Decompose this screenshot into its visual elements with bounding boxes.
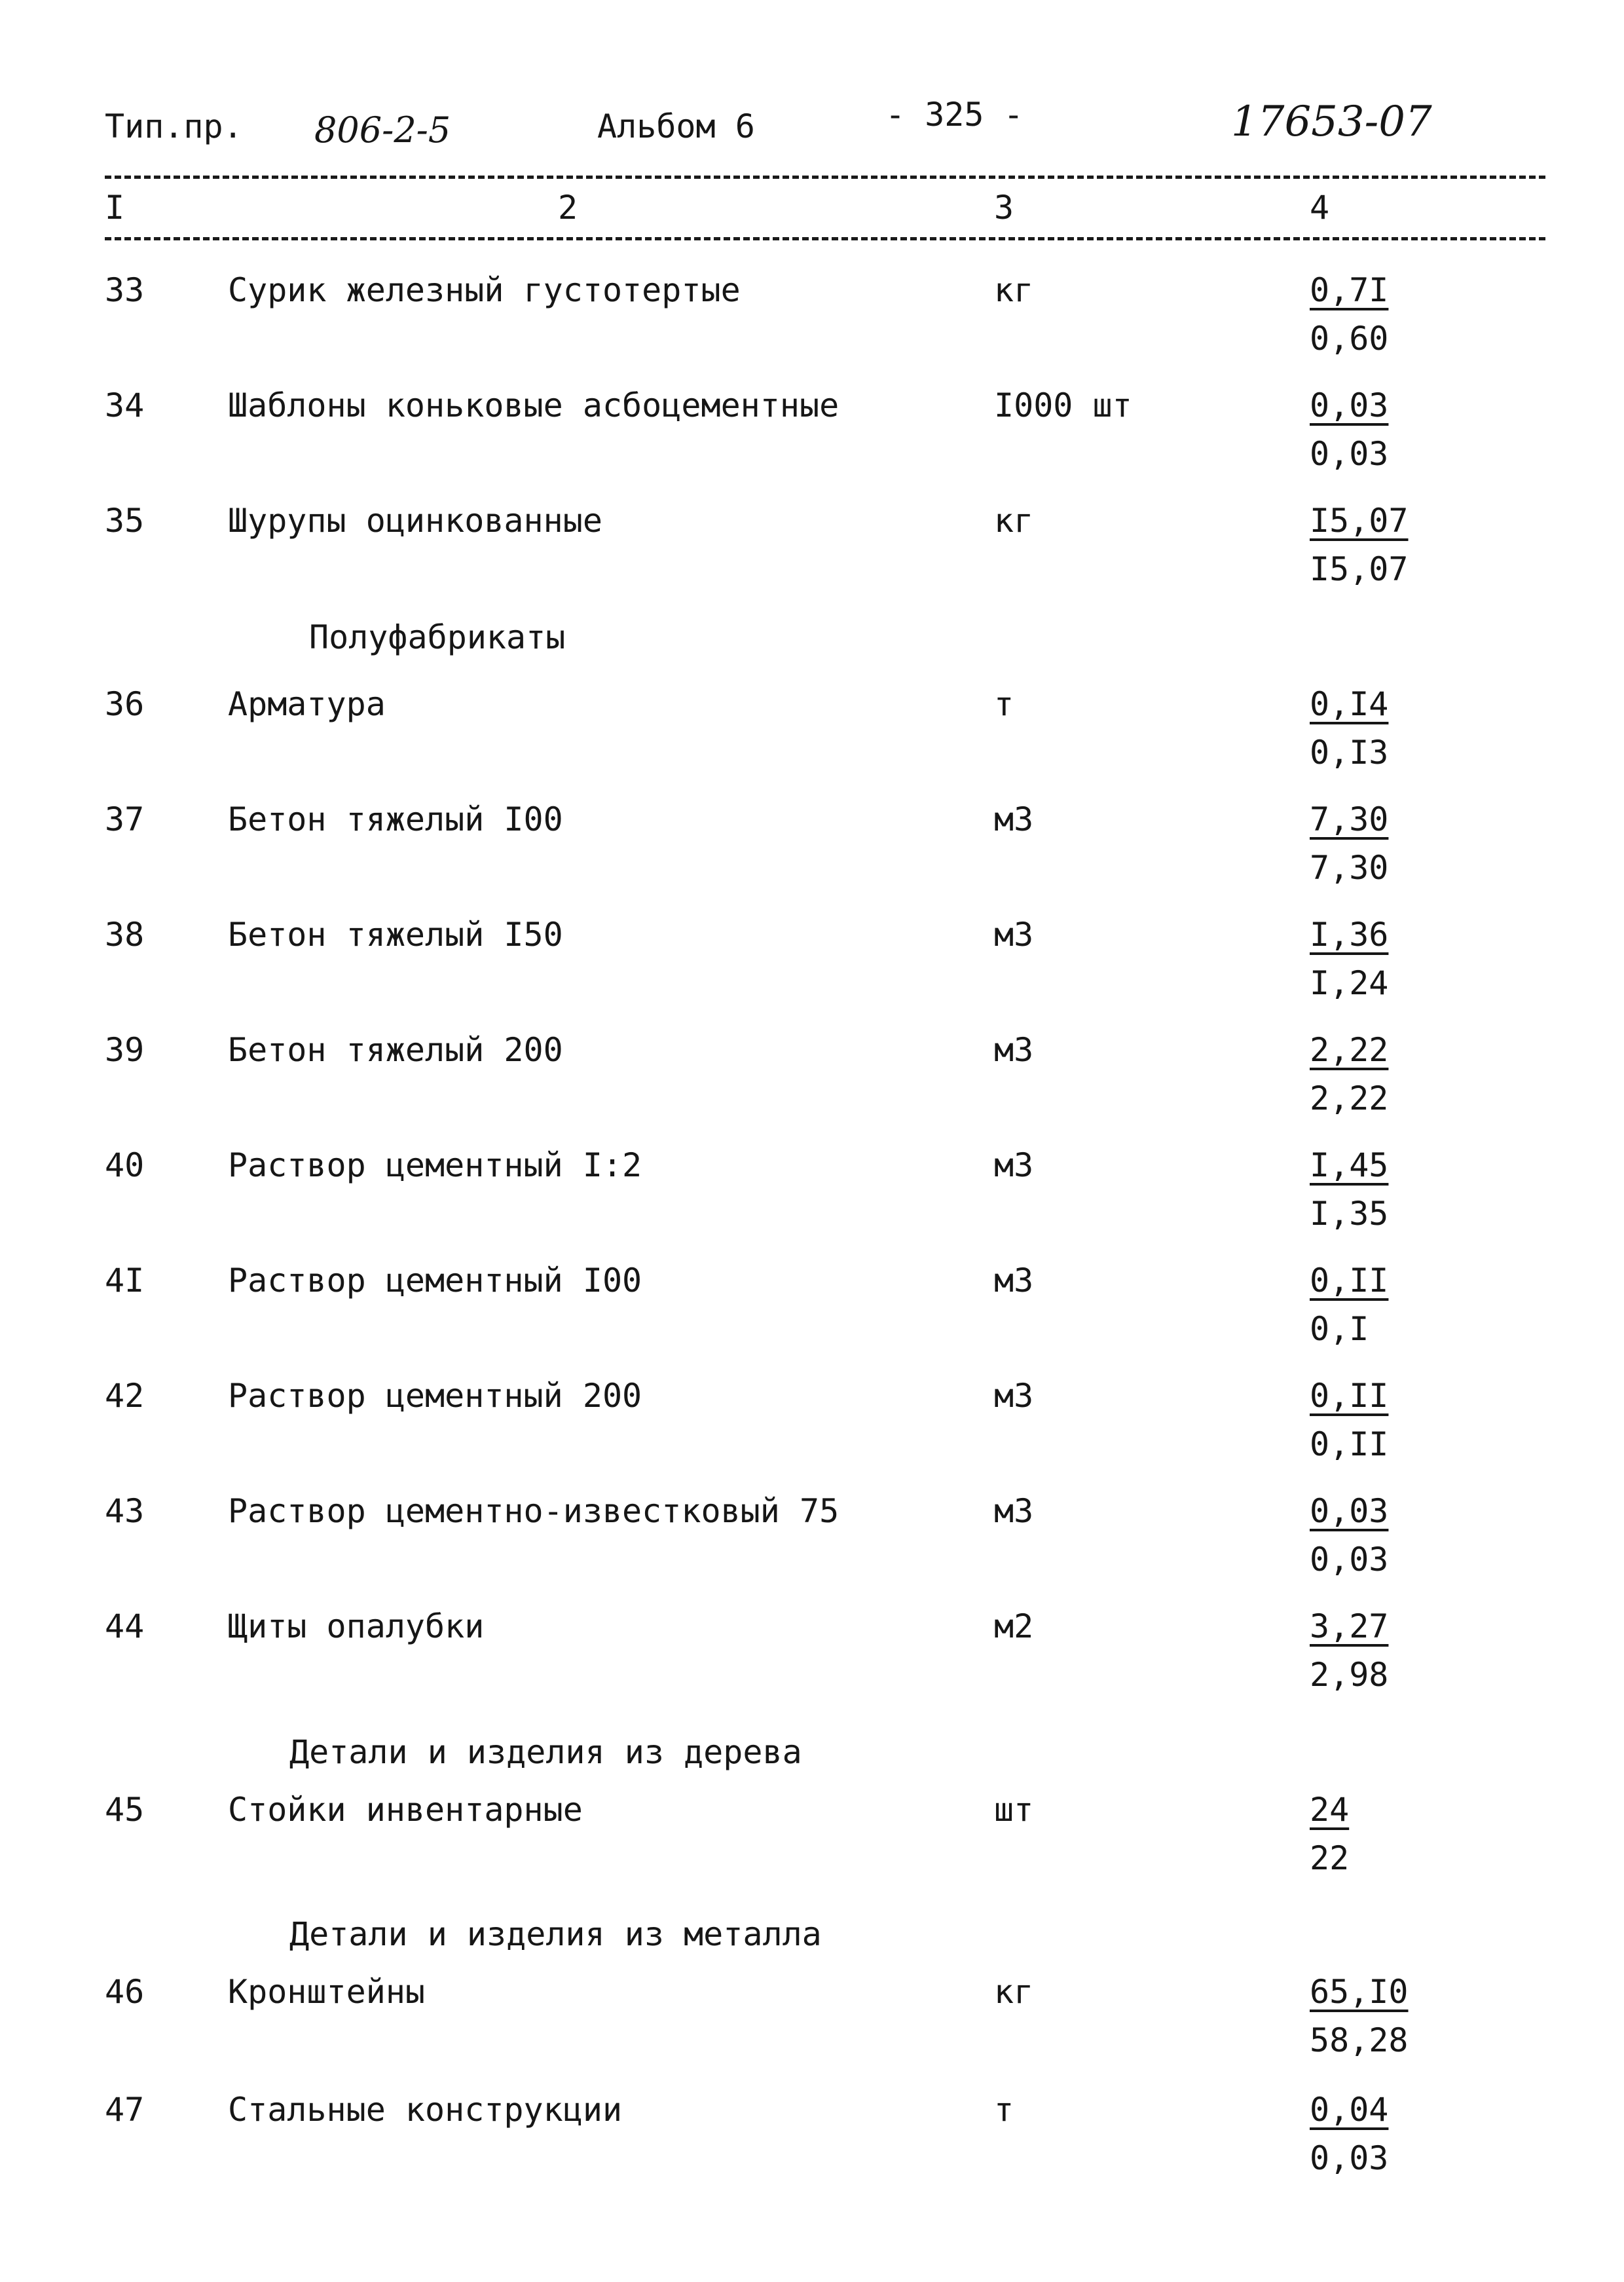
album-label: Альбом 6: [597, 107, 755, 145]
table-row: [0, 1146, 1624, 1247]
row-value-top: I,36: [1310, 916, 1389, 954]
section-heading: Полуфабрикаты: [309, 618, 566, 656]
row-name: Раствор цементный 200: [228, 1377, 642, 1415]
table-row: [0, 1793, 1624, 1892]
column-header-3: 3: [994, 189, 1014, 227]
row-value-top: 65,I0: [1310, 1973, 1409, 2011]
row-number: 47: [105, 2091, 145, 2129]
row-number: 37: [105, 800, 145, 838]
row-value-top: I,45: [1310, 1146, 1389, 1184]
row-value-top: 0,04: [1310, 2091, 1389, 2129]
column-header-2: 2: [558, 189, 578, 227]
row-number: 39: [105, 1031, 145, 1069]
row-value-bottom: 0,I: [1310, 1310, 1369, 1348]
row-unit: м3: [994, 1031, 1034, 1069]
header-label: Тип.пр.: [105, 107, 243, 145]
row-name: Шаблоны коньковые асбоцементные: [228, 386, 840, 424]
row-number: 36: [105, 685, 145, 723]
row-value-bottom: 0,03: [1310, 2139, 1389, 2177]
row-value-top: 0,03: [1310, 386, 1389, 424]
row-unit: кг: [994, 1973, 1034, 2011]
row-name: Раствор цементный I00: [228, 1262, 642, 1300]
row-unit: м3: [994, 1262, 1034, 1300]
row-name: Раствор цементный I:2: [228, 1146, 642, 1184]
table-row: [0, 504, 1624, 603]
row-number: 4I: [105, 1262, 145, 1300]
table-row: [0, 2093, 1624, 2192]
row-value-bottom: 0,I3: [1310, 734, 1389, 772]
row-value-top: 0,I4: [1310, 685, 1389, 723]
table-row: [0, 1975, 1624, 2074]
row-value-top: 7,30: [1310, 800, 1389, 838]
row-unit: м3: [994, 1492, 1034, 1530]
row-value-top: 0,7I: [1310, 271, 1389, 309]
row-name: Кронштейны: [228, 1973, 426, 2011]
section-heading: Детали и изделия из дерева: [289, 1733, 802, 1771]
row-unit: т: [994, 685, 1014, 723]
table-row: [0, 386, 1624, 487]
row-value-bottom: 2,98: [1310, 1656, 1389, 1694]
project-number: 806-2-5: [314, 109, 451, 151]
row-name: Шурупы оцинкованные: [228, 502, 602, 540]
row-number: 43: [105, 1492, 145, 1530]
row-name: Сурик железный густотертые: [228, 271, 741, 309]
row-unit: м3: [994, 916, 1034, 954]
row-value-bottom: 58,28: [1310, 2021, 1409, 2059]
row-unit: I000 шт: [994, 386, 1132, 424]
table-row: [0, 1607, 1624, 1708]
table-row: [0, 1492, 1624, 1593]
row-value-bottom: 22: [1310, 1839, 1350, 1877]
row-unit: т: [994, 2091, 1014, 2129]
row-value-top: 0,II: [1310, 1377, 1389, 1415]
section-heading: Детали и изделия из металла: [289, 1915, 822, 1953]
table-row: [0, 1379, 1624, 1478]
row-unit: м2: [994, 1607, 1034, 1645]
page-number: - 325 -: [885, 96, 1024, 134]
row-number: 33: [105, 271, 145, 309]
row-value-top: 0,II: [1310, 1262, 1389, 1300]
document-number: 17653-07: [1231, 98, 1432, 146]
row-number: 40: [105, 1146, 145, 1184]
row-value-bottom: I,24: [1310, 964, 1389, 1002]
row-name: Раствор цементно-известковый 75: [228, 1492, 840, 1530]
row-name: Стойки инвентарные: [228, 1791, 583, 1829]
row-value-bottom: 0,03: [1310, 435, 1389, 473]
table-row: [0, 1264, 1624, 1362]
table-row: [0, 1031, 1624, 1132]
row-name: Бетон тяжелый 200: [228, 1031, 563, 1069]
row-number: 34: [105, 386, 145, 424]
row-unit: м3: [994, 1146, 1034, 1184]
row-number: 35: [105, 502, 145, 540]
table-row: [0, 918, 1624, 1017]
row-unit: м3: [994, 800, 1034, 838]
table-row: [0, 685, 1624, 786]
row-number: 45: [105, 1791, 145, 1829]
row-value-bottom: 0,II: [1310, 1425, 1389, 1463]
row-value-bottom: I,35: [1310, 1195, 1389, 1233]
table-row: [0, 800, 1624, 901]
row-value-bottom: 0,03: [1310, 1541, 1389, 1579]
column-header-1: I: [105, 189, 125, 227]
row-value-top: 24: [1310, 1791, 1350, 1829]
row-value-bottom: I5,07: [1310, 550, 1409, 588]
row-name: Бетон тяжелый I00: [228, 800, 563, 838]
row-value-top: 2,22: [1310, 1031, 1389, 1069]
row-value-bottom: 2,22: [1310, 1079, 1389, 1117]
row-number: 44: [105, 1607, 145, 1645]
row-number: 42: [105, 1377, 145, 1415]
row-value-bottom: 0,60: [1310, 320, 1389, 358]
row-value-top: I5,07: [1310, 502, 1409, 540]
column-header-4: 4: [1310, 189, 1330, 227]
row-name: Стальные конструкции: [228, 2091, 623, 2129]
row-unit: шт: [994, 1791, 1034, 1829]
row-name: Бетон тяжелый I50: [228, 916, 563, 954]
row-unit: кг: [994, 271, 1034, 309]
row-value-top: 3,27: [1310, 1607, 1389, 1645]
row-value-top: 0,03: [1310, 1492, 1389, 1530]
row-name: Щиты опалубки: [228, 1607, 485, 1645]
row-value-bottom: 7,30: [1310, 849, 1389, 887]
row-number: 46: [105, 1973, 145, 2011]
row-name: Арматура: [228, 685, 386, 723]
row-number: 38: [105, 916, 145, 954]
table-row: [0, 271, 1624, 372]
row-unit: м3: [994, 1377, 1034, 1415]
row-unit: кг: [994, 502, 1034, 540]
